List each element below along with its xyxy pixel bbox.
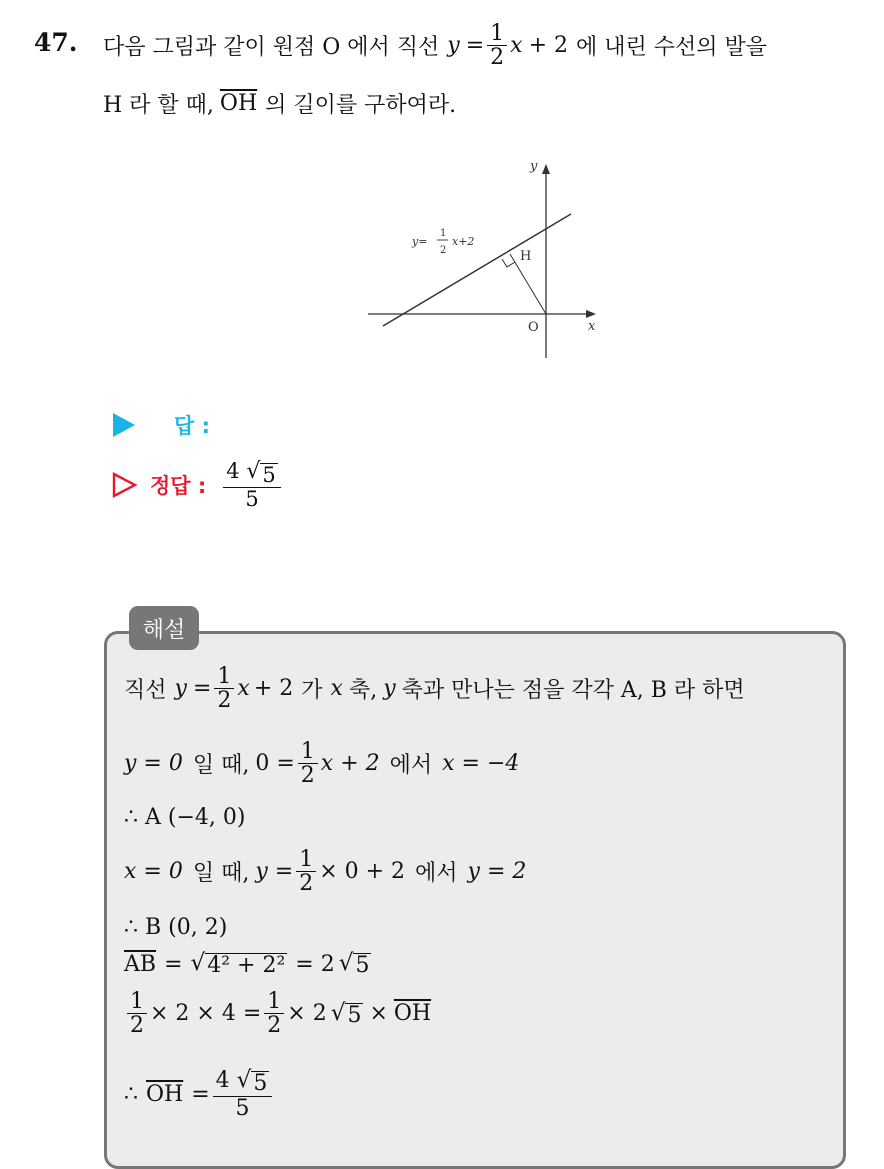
solution-line-3 (124, 805, 245, 830)
solution-line-6 (124, 950, 371, 978)
var-x: x (510, 33, 523, 59)
equals: = (191, 1081, 210, 1107)
eq-rest: + 2 (528, 33, 569, 59)
origin-label: O (528, 320, 539, 335)
answer-row (112, 410, 210, 440)
math-expr: y = (255, 859, 294, 885)
radicand: 5 (347, 1002, 362, 1028)
answer-sqrt: √ 5 (246, 459, 276, 487)
math-expr: × (369, 1001, 388, 1027)
correct-answer-label: 정답 : (150, 474, 207, 499)
radicand: 5 (253, 1071, 268, 1096)
fraction-denominator: 2 (299, 871, 314, 897)
segment-oh: $\overline{OH}$ (393, 1001, 432, 1027)
problem-text: 다음 그림과 같이 원점 O 에서 직선 (103, 35, 440, 61)
equals: = (164, 951, 183, 977)
solution-line-4 (124, 848, 526, 895)
answer-coef: 4 (226, 459, 240, 483)
equals: = (192, 676, 212, 702)
line-eq-num: 1 (440, 228, 447, 239)
line-eq-prefix: y= (412, 235, 428, 248)
axis-label-x: x (588, 319, 596, 334)
problem-text: 의 길이를 구하여라. (265, 93, 457, 118)
right-angle-marker (502, 259, 515, 267)
result-fraction (213, 1068, 273, 1120)
solution-text: 에서 (415, 861, 458, 887)
solution-line-1 (124, 665, 745, 712)
line-eq-den: 2 (440, 245, 447, 256)
solution-line-5 (124, 915, 227, 940)
fraction-denominator: 2 (300, 763, 315, 789)
fraction-denominator: 2 (130, 1013, 144, 1039)
math-expr: ∴ B (0, 2) (124, 915, 228, 940)
solution-text: 축, (348, 678, 378, 704)
var-y: y (174, 676, 187, 702)
answer-label: 답 : (174, 414, 210, 438)
line-eq-suffix: x+2 (452, 235, 475, 248)
axis-label-y: y (530, 159, 538, 174)
equals: = (465, 33, 485, 59)
radicand: 4² + 2² (207, 953, 286, 978)
math-expr: × 2 (287, 1001, 327, 1027)
answer-denominator: 5 (245, 487, 259, 512)
therefore-symbol: ∴ (124, 1081, 138, 1107)
fraction-numerator: 1 (296, 848, 316, 872)
segment-oh: $\overline{OH}$ (219, 91, 258, 116)
correct-answer-value (223, 460, 281, 510)
fraction-half (487, 22, 507, 69)
var-y: y (383, 676, 396, 702)
solution-text: 에서 (389, 753, 433, 779)
math-expr: y = 0 (124, 751, 183, 777)
sqrt-expr: √ 5 (338, 950, 370, 978)
sqrt-expr: √ 4² + 2² (190, 950, 286, 978)
math-expr: ∴ A (−4, 0) (124, 805, 246, 830)
play-triangle-icon (112, 412, 136, 438)
sqrt-expr: √ 5 (330, 999, 362, 1028)
solution-tag: 해설 (129, 606, 199, 650)
fraction-numerator: 1 (264, 990, 284, 1014)
var-y: y (447, 33, 460, 59)
fraction-half (214, 665, 234, 712)
problem-line-1 (103, 22, 767, 69)
question-number: 47. (34, 28, 78, 57)
math-expr: × 0 + 2 (319, 859, 406, 885)
segment-oh: $\overline{OH}$ (146, 1081, 184, 1107)
answer-radicand: 5 (262, 463, 276, 487)
math-expr: x = −4 (442, 751, 520, 777)
math-expr: 0 = (255, 751, 295, 777)
var-x: x (237, 676, 250, 702)
problem-text: H 라 할 때, (103, 93, 214, 118)
math-expr: x = 0 (124, 859, 183, 885)
math-expr: = 2 (295, 951, 335, 977)
fraction-denominator: 2 (490, 45, 505, 71)
fraction-numerator: 1 (127, 990, 147, 1014)
segment-ab: $\overline{AB}$ (124, 951, 157, 977)
correct-answer-row (112, 460, 284, 510)
eq-rest: + 2 (253, 676, 294, 702)
solution-line-7 (124, 990, 431, 1037)
result-numerator (213, 1068, 273, 1097)
fraction-denominator: 2 (217, 688, 232, 714)
radicand: 5 (355, 953, 370, 978)
math-expr: y = 2 (467, 859, 527, 885)
problem-text: 에 내린 수선의 발을 (576, 35, 768, 61)
fraction-half (264, 990, 284, 1037)
solution-line-8 (124, 1068, 275, 1120)
fraction-half (298, 740, 318, 787)
math-expr: x + 2 (320, 751, 380, 777)
solution-text: 축과 만나는 점을 각각 A, B 라 하면 (401, 678, 745, 704)
answer-numerator (223, 460, 281, 488)
fraction-numerator: 1 (487, 22, 507, 46)
solution-text: 일 때, (192, 861, 250, 887)
solution-text: 가 (301, 678, 323, 704)
y-axis-arrow-icon (542, 164, 550, 174)
fraction-half (296, 848, 316, 895)
fraction-half (127, 990, 147, 1037)
solution-line-2 (124, 740, 519, 787)
math-expr: × 2 × 4 = (150, 1001, 262, 1027)
coordinate-figure (360, 150, 610, 365)
x-axis-arrow-icon (586, 310, 596, 318)
solution-text: 일 때, (192, 753, 250, 779)
result-coef: 4 (215, 1068, 230, 1093)
var-x: x (330, 676, 343, 702)
point-h-label: H (520, 249, 532, 264)
sqrt-expr: √ 5 (236, 1067, 268, 1096)
fraction-numerator: 1 (214, 665, 234, 689)
result-denominator: 5 (235, 1096, 250, 1122)
problem-line-2 (103, 88, 456, 119)
solution-text: 직선 (124, 678, 167, 704)
outline-triangle-icon (112, 471, 138, 499)
fraction-denominator: 2 (267, 1013, 282, 1039)
fraction-numerator: 1 (298, 740, 318, 764)
